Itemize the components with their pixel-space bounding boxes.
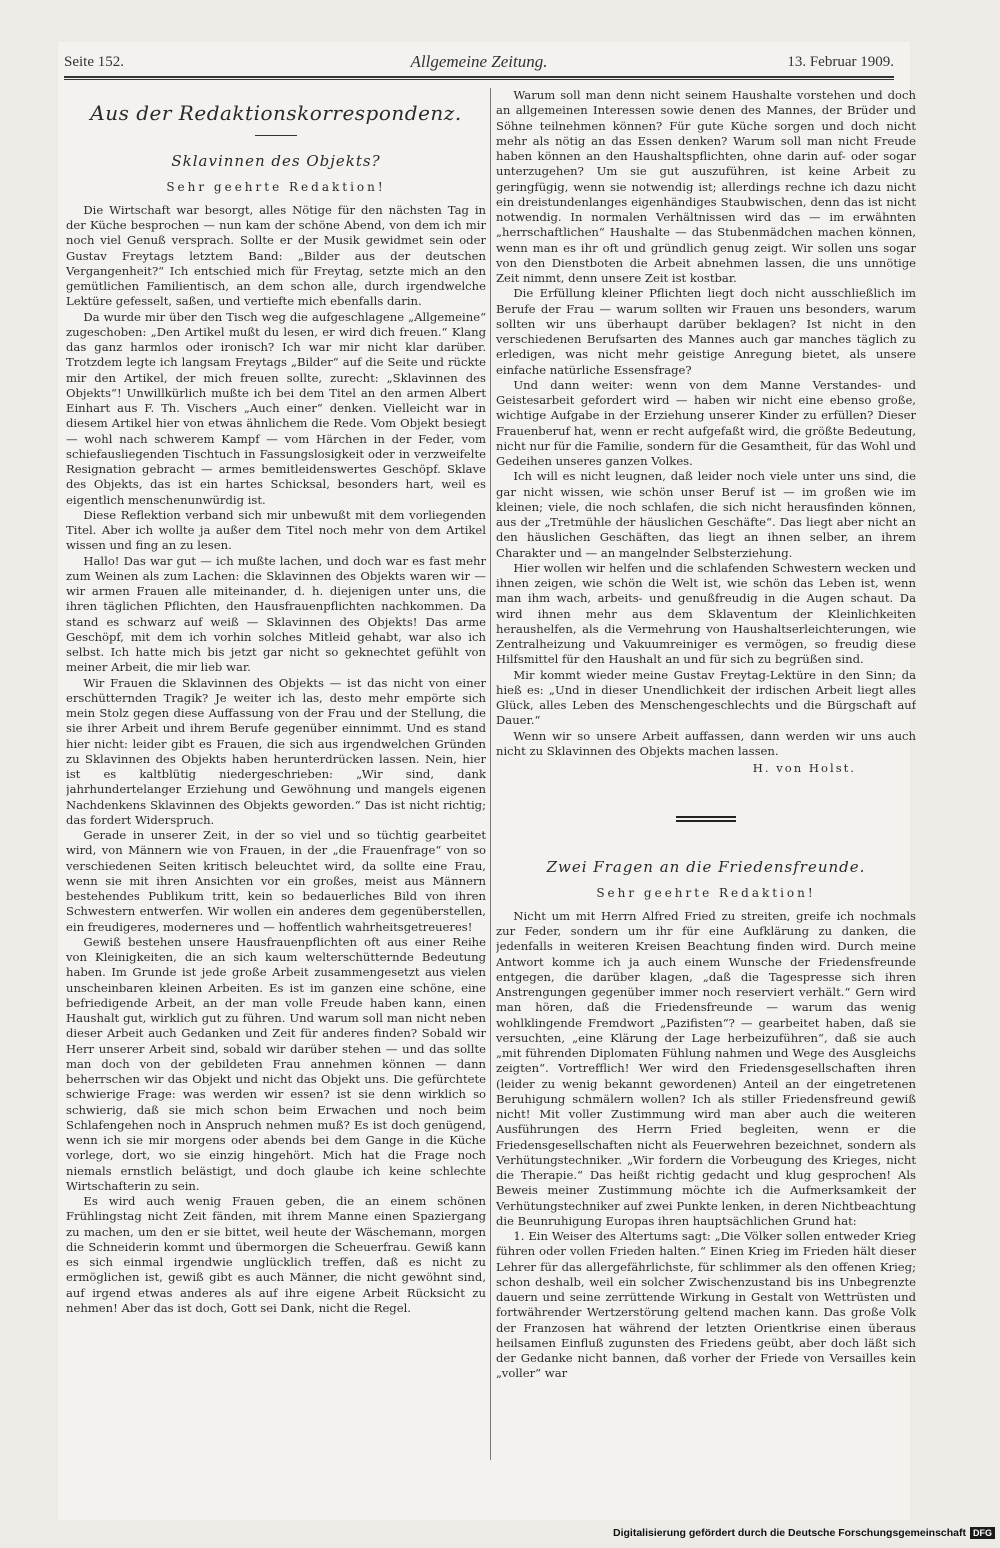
digitization-footer [600, 1524, 995, 1542]
dfg-logo: DFG [970, 1527, 995, 1539]
paragraph: Hier wollen wir helfen und die schlafenden Schwestern wecken und ihnen zeigen, wie schön die Welt ist, wie schön das Leben ist, wenn man ihm wach, arbeits- und genußfreudig in die Augen schaut. Da wird ihnen mehr aus dem Sklaventum der Kleinlichkeiten heraushelfen, als die Vermehrung von Haushaltserleichterungen, wie Zentralheizung und Vakuumreiniger es vermögen, so freudig diese Hilfsmittel für den Haushalt an und für sich zu begrüßen sind. [496, 560, 916, 667]
header-rule [64, 76, 894, 80]
paragraph: Diese Reflektion verband sich mir unbewußt mit dem vorliegenden Titel. Aber ich wollte ja außer dem Titel noch mehr von dem Artikel wissen und fing an zu lesen. [66, 507, 486, 553]
issue-date: 13. Februar 1909. [787, 54, 894, 70]
article1-salutation: Sehr geehrte Redaktion! [166, 179, 386, 194]
left-column [66, 88, 486, 1460]
paragraph: Gewiß bestehen unsere Hausfrauenpflichten oft aus einer Reihe von Kleinigkeiten, die an sich kaum welterschütternde Bedeutung haben. Im Grunde ist jede große Arbeit zusammengesetzt aus vielen unscheinbaren kleinen Arbeiten. Es ist im ganzen eine schöne, eine befriedigende Arbeit, an der man volle Freude haben kann, einen Haushalt gut, wirklich gut zu führen. Und warum soll man nicht neben dieser Arbeit auch Gedanken und Zeit für anderes finden? Sobald wir Herr unserer Arbeit sind, sobald wir darüber stehen — und das sollte man doch von der gebildeten Frau annehmen können — dann beherrschen wir das Objekt und nicht das Objekt uns. Die gefürchtete schwierige Frage: was werden wir essen? ist sie denn wirklich so schwierig, daß sie mich schon beim Erwachen und noch beim Schlafengehen noch in Anspruch nehmen muß? Es ist doch genügend, wenn ich sie mir morgens oder abends bei dem Gange in die Küche vorlege, dort, wo sie einzig hingehört. Mich hat die Frage noch niemals ernstlich belästigt, und doch glaube ich keine schlechte Wirtschafterin zu sein. [66, 934, 486, 1193]
paragraph: Hallo! Das war gut — ich mußte lachen, und doch war es fast mehr zum Weinen als zum Lachen: die Sklavinnen des Objekts waren wir — wir armen Frauen alle miteinander, d. h. diejenigen unter uns, die ihren täglichen Pflichten, den Hausfrauenpflichten nachkommen. Da stand es schwarz auf weiß — Sklavinnen des Objekts! Das arme Geschöpf, mit dem ich vorhin solches Mitleid gehabt, war also ich selbst. Ich hatte mich bis jetzt gar nicht so geknechtet gefühlt von meiner Arbeit, die mir lieb war. [66, 553, 486, 675]
paragraph: Da wurde mir über den Tisch weg die aufgeschlagene „Allgemeine“ zugeschoben: „Den Artikel mußt du lesen, er wird dich freuen.“ Klang das ganz harmlos oder ironisch? Ich war mir nicht klar darüber. Trotzdem legte ich langsam Freytags „Bilder“ auf die Seite und rückte mir den Artikel, der mich freuen sollte, zurecht: „Sklavinnen des Objekts“! Unwillkürlich mußte ich bei dem Titel an den armen Albert Einhart aus F. Th. Vischers „Auch einer“ denken. Vielleicht war in diesem Artikel hier von etwas ähnlichem die Rede. Vom Objekt besiegt — wohl nach schwerem Kampf — vom Härchen in der Feder, vom schiefausliegenden Tischtuch in Fassungslosigkeit oder in verzweifelte Resignation gebracht — armes bemitleidenswertes Geschöpf. Sklave des Objekts, das ist ein hartes Schicksal, besonders hart, weil es eigentlich menschenunwürdig ist. [66, 309, 486, 507]
title-rule [255, 135, 297, 136]
article-separator [676, 816, 736, 822]
paragraph: Und dann weiter: wenn von dem Manne Verstandes- und Geistesarbeit gefordert wird — haben wir nicht eine ebenso große, wichtige Aufgabe in der Erziehung unserer Kinder zu erfüllen? Dieser Frauenberuf hat, wenn er recht aufgefaßt wird, die größte Bedeutung, nicht nur für die Familie, sondern für die Gesamtheit, für das Wohl und Gedeihen unseres ganzen Volkes. [496, 377, 916, 468]
section-title: Aus der Redaktionskorrespondenz. [90, 101, 462, 125]
paragraph: Wenn wir so unsere Arbeit auffassen, dann werden wir uns auch nicht zu Sklavinnen des Objekts machen lassen. [496, 728, 916, 758]
footer-text: Digitalisierung gefördert durch die Deutsche Forschungsgemeinschaft [613, 1527, 966, 1539]
page-number: Seite 152. [64, 54, 124, 70]
right-column [496, 88, 916, 1460]
paragraph: Es wird auch wenig Frauen geben, die an einem schönen Frühlingstag nicht Zeit fänden, mit ihrem Manne einen Spaziergang zu machen, um den er sie bittet, weil heute der Wäschemann, morgen die Schneiderin kommt und übermorgen die Scheuerfrau. Gewiß kann es sich einmal irgendwie unglücklich treffen, daß es nicht zu ermöglichen ist, gewiß gibt es auch Männer, die nicht gewöhnt sind, auf irgend etwas anderes als auf ihre eigene Arbeit Rücksicht zu nehmen! Aber das ist doch, Gott sei Dank, nicht die Regel. [66, 1194, 486, 1315]
paragraph: Wir Frauen die Sklavinnen des Objekts — ist das nicht von einer erschütternden Tragik? Je weiter ich las, desto mehr empörte sich mein Stolz gegen diese Auffassung von der Frau und der Stellung, die sie ihrer Arbeit und ihrem Berufe gegenüber einnimmt. Und es stand hier nicht: leider gibt es Frauen, die sich aus irgendwelchen Gründen zu Sklavinnen des Objekts haben herunterdrücken lassen. Nein, hier ist es kaltblütig niedergeschrieben: „Wir sind, dank jahrhundertelanger Erziehung und Gewöhnung und mangels eigenen Nachdenkens Sklavinnen des Objekts geworden.“ Das ist nicht richtig; das fordert Widerspruch. [66, 675, 486, 827]
article1-signature: H. von Holst. [752, 761, 856, 775]
column-divider [490, 88, 491, 1460]
paragraph: Die Erfüllung kleiner Pflichten liegt doch nicht ausschließlich im Berufe der Frau — warum sollten wir Frauen uns besonders, warum sollten wir uns überhaupt darüber beklagen? Ist nicht in den verschiedenen Berufsarten des Mannes auch gar manches täglich zu erledigen, was nicht mehr geistige Anregung bietet, als unsere einfache natürliche Essensfrage? [496, 286, 916, 377]
page-header [64, 50, 894, 78]
paragraph: Warum soll man denn nicht seinem Haushalte vorstehen und doch an allgemeinen Interessen sowie denen des Mannes, der Brüder und Söhne teilnehmen können? Für gute Küche sorgen und doch nicht mehr als nötig an das Essen denken? Warum soll man nicht Freude haben können an den Haushaltspflichten, ohne darin auf- oder sogar unterzugehen? Um sie gut auszuführen, ist keine Arbeit zu geringfügig, wenn sie notwendig ist; allerdings rechne ich dazu nicht ein dreistundenlanges eigenhändiges Staubwischen, denn das ist nicht notwendig. In normalen Verhältnissen wird das — im erwähnten „herrschaftlichen“ Haushalte — das Stubenmädchen machen können, wenn man es ihr oft und gründlich genug zeigt. Wir sollen uns sogar von den Dienstboten die Arbeit abnehmen lassen, die uns unnötige Zeit nimmt, denn unsere Zeit ist kostbar. [496, 88, 916, 285]
paragraph: Ich will es nicht leugnen, daß leider noch viele unter uns sind, die gar nicht wissen, wie schön unser Beruf ist — im großen wie im kleinen; viele, die noch schlafen, die sich nicht herausfinden können, aus der „Tretmühle der häuslichen Geschäfte“. Das liegt aber nicht an den häuslichen Geschäften, das liegt an ihnen selber, an ihrem Charakter und — an mangelnder Selbsterziehung. [496, 469, 916, 560]
paragraph: 1. Ein Weiser des Altertums sagt: „Die Völker sollen entweder Krieg führen oder vollen Frieden halten.“ Einen Krieg im Frieden hält dieser Lehrer für das allergefährlichste, für schlimmer als den offenen Krieg; schon deshalb, weil ein solcher Zwischenzustand bis ins Unbegrenzte dauern und seine zerrüttende Wirkung in Gestalt von Wettrüsten und fortwährender Wertzerstörung geltend machen kann. Das große Volk der Franzosen hat während der letzten Orientkrise einen überaus heilsamen Einfluß zugunsten des Friedens geübt, aber doch läßt sich der Gedanke nicht bannen, daß vorher der Friede von Versailles kein „voller“ war [496, 1229, 916, 1381]
article1-title: Sklavinnen des Objekts? [171, 152, 381, 171]
paragraph: Mir kommt wieder meine Gustav Freytag-Lektüre in den Sinn; da hieß es: „Und in dieser Unendlichkeit der irdischen Arbeit liegt alles Glück, alles Leben des Menschengeschlechts und die Bürgschaft auf Dauer.“ [496, 667, 916, 728]
newspaper-name: Allgemeine Zeitung. [410, 52, 548, 71]
paragraph: Gerade in unserer Zeit, in der so viel und so tüchtig gearbeitet wird, von Männern wie von Frauen, in der „die Frauenfrage“ von so verschiedenen Seiten kritisch beleuchtet wird, da sollte eine Frau, wenn sie mit ihren Ansichten vor ein großes, meist aus Männern bestehendes Publikum tritt, kein so bedauerliches Bild von ihren Schwestern entwerfen. Wir wollen ein anderes dem gegenüberstellen, ein freudigeres, moderneres und — hoffentlich wahrheitsgetreueres! [66, 828, 486, 934]
paragraph: Die Wirtschaft war besorgt, alles Nötige für den nächsten Tag in der Küche besprochen — nun kam der schöne Abend, von dem ich mir noch viel Genuß versprach. Sollte er der Musik gewidmet sein oder Gustav Freytags letztem Band: „Bilder aus der deutschen Vergangenheit?“ Ich entschied mich für Freytag, setzte mich an den gemütlichen Familientisch, an dem schon alle, durch irgendwelche Lektüre gefesselt, saßen, und vertiefte mich ebenfalls darin. [66, 202, 486, 309]
article2-salutation: Sehr geehrte Redaktion! [596, 885, 816, 900]
article2-title: Zwei Fragen an die Friedensfreunde. [546, 858, 866, 877]
paragraph: Nicht um mit Herrn Alfred Fried zu streiten, greife ich nochmals zur Feder, sondern um ihr für eine Aufklärung zu danken, die jedenfalls in weiteren Kreisen Beachtung finden wird. Durch meine Antwort komme ich ja auch einem Wunsche der Friedensfreunde entgegen, die darüber klagen, „daß die Tagespresse sich ihren Anstrengungen gegenüber immer noch reserviert verhält.“ Gern wird man hören, daß die Friedensfreunde — warum das wenig wohlklingende Fremdwort „Pazifisten“? — gearbeitet haben, daß sie versuchten, „eine Klärung der Lage herbeizuführen“, daß sie auch „mit führenden Diplomaten Fühlung nahmen und Wege des Ausgleichs zeigten“. Vortrefflich! Wer wird den Friedensgesellschaften ihren (leider zu wenig bekannt gewordenen) Anteil an der eingetretenen Beruhigung schmälern wollen? Ich als stiller Friedensfreund gewiß nicht! Mit voller Zustimmung wird man aber auch die weiteren Ausführungen des Herrn Fried begleiten, wenn er die Friedensgesellschaften nicht als Feuerwehren bezeichnet, sondern als Verhütungstechniker. „Wir fordern die Vorbeugung des Krieges, nicht die Therapie.“ Das heißt richtig gedacht und klug gesprochen! Als Beweis meiner Zustimmung möchte ich die Aufmerksamkeit der Verhütungstechniker auf zwei Punkte lenken, in deren Nichtbeachtung die Beunruhigung Europas ihren hauptsächlichen Grund hat: [496, 908, 916, 1228]
